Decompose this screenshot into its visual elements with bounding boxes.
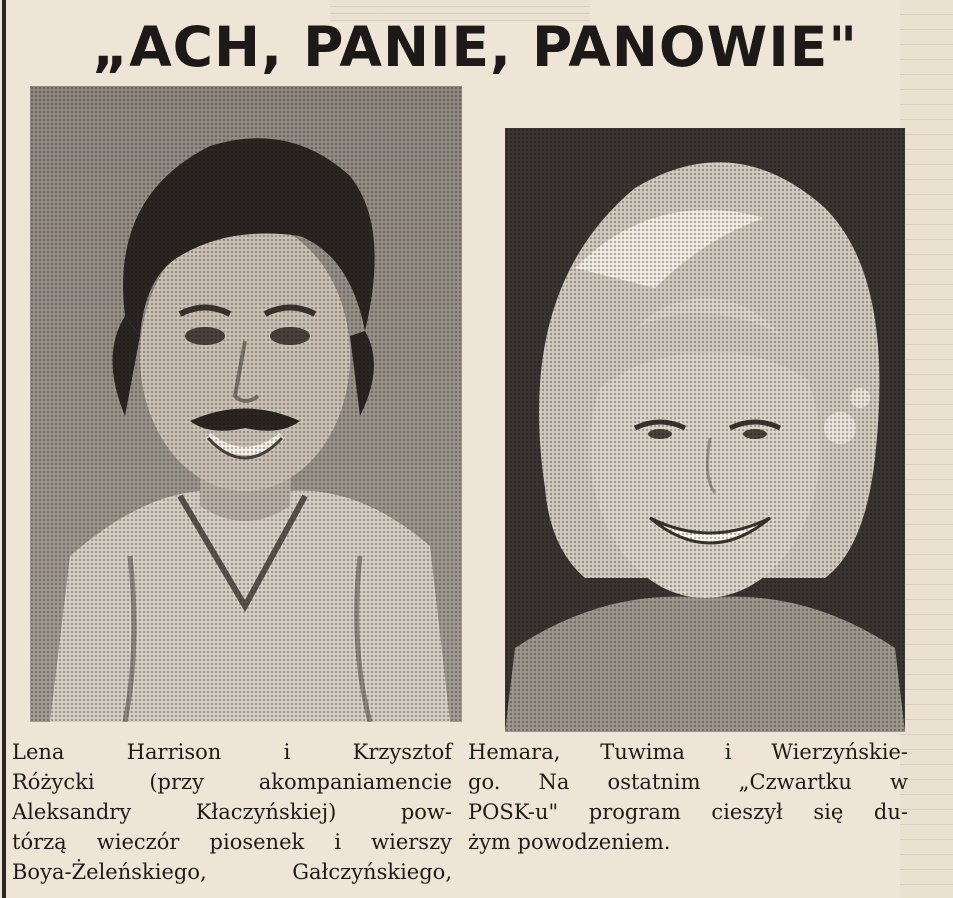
headline: „ACH, PANIE, PANOWIE"	[91, 15, 859, 79]
caption-line: Boya-Żeleńskiego, Gałczyńskiego,	[12, 860, 452, 884]
caption-right	[468, 737, 908, 857]
caption-line: Hemara, Tuwima i Wierzyńskie-	[468, 740, 908, 764]
portrait-man-illustration	[30, 86, 462, 722]
caption-line: POSK-u" program cieszył się du-	[468, 800, 908, 824]
caption-line: Aleksandry Kłaczyńskiej) pow-	[12, 800, 452, 824]
caption-line: tórzą wieczór piosenek i wierszy	[12, 830, 452, 854]
photo-man	[30, 86, 462, 722]
photo-woman	[505, 128, 905, 732]
caption-line: Lena Harrison i Krzysztof	[12, 740, 452, 764]
caption-line: go. Na ostatnim „Czwartku w	[468, 770, 908, 794]
caption-line: żym powodzeniem.	[468, 830, 671, 854]
caption-left	[12, 737, 452, 887]
portrait-woman-illustration	[505, 128, 905, 732]
caption-line: Różycki (przy akompaniamencie	[12, 770, 452, 794]
column-rule	[2, 0, 6, 898]
